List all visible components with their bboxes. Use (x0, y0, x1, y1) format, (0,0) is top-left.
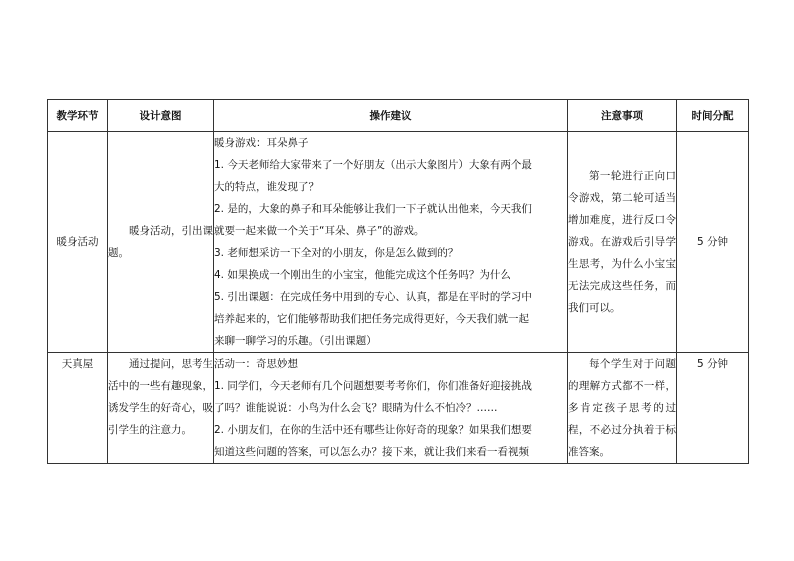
notes-cell: 每个学生对于问题的理解方式都不一样，多肯定孩子思考的过程，不必过分执着于标准答案。 (568, 353, 677, 464)
table-row (48, 132, 749, 353)
ops-line: 就要一起来做一个关于“耳朵、鼻子”的游戏。 (214, 225, 425, 237)
header-intent: 设计意图 (108, 100, 214, 132)
ops-line: 2. 是的，大象的鼻子和耳朵能够让我们一下子就认出他来，今天我们 (214, 203, 532, 215)
ops-line: 2. 小朋友们，在你的生活中还有哪些让你好奇的现象？如果我们想要 (214, 424, 532, 436)
header-stage: 教学环节 (48, 100, 108, 132)
time-cell: 5 分钟 (677, 132, 749, 353)
header-time: 时间分配 (677, 100, 749, 132)
intent-cell: 通过提问，思考生活中的一些有趣现象，诱发学生的好奇心，吸引学生的注意力。 (108, 353, 214, 464)
ops-line: 1. 同学们，今天老师有几个问题想要考考你们，你们准备好迎接挑战 (214, 380, 532, 392)
table-row (48, 353, 749, 464)
ops-line: 了吗？谁能说说：小鸟为什么会飞？眼睛为什么不怕冷？…… (214, 402, 498, 414)
notes-cell: 第一轮进行正向口令游戏，第二轮可适当增加难度，进行反口令游戏。在游戏后引导学生思考，为什么小宝宝无法完成这些任务，而我们可以。 (568, 132, 677, 353)
stage-cell: 天真屋 (48, 353, 108, 464)
ops-line: 5. 引出课题：在完成任务中用到的专心、认真，都是在平时的学习中 (214, 291, 532, 303)
ops-line: 知道这些问题的答案，可以怎么办？接下来，就让我们来看一看视频 (214, 446, 529, 458)
time-cell: 5 分钟 (677, 353, 749, 464)
lesson-plan-table (47, 99, 749, 464)
ops-line: 3. 老师想采访一下全对的小朋友，你是怎么做到的？ (214, 247, 459, 259)
ops-cell (214, 353, 568, 464)
ops-line: 活动一：奇思妙想 (214, 358, 298, 370)
header-notes: 注意事项 (568, 100, 677, 132)
ops-cell (214, 132, 568, 353)
ops-line: 培养起来的，它们能够帮助我们把任务完成得更好，今天我们就一起 (214, 313, 529, 325)
intent-cell: 暖身活动，引出课题。 (108, 132, 214, 353)
header-row (48, 100, 749, 132)
ops-line: 1. 今天老师给大家带来了一个好朋友（出示大象图片）大象有两个最 (214, 159, 532, 171)
ops-line: 4. 如果换成一个刚出生的小宝宝，他能完成这个任务吗？为什么 (214, 269, 511, 281)
header-ops: 操作建议 (214, 100, 568, 132)
ops-line: 大的特点，谁发现了？ (214, 181, 319, 193)
ops-line: 暖身游戏：耳朵鼻子 (214, 137, 309, 149)
stage-cell: 暖身活动 (48, 132, 108, 353)
ops-line: 来聊一聊学习的乐趣。（引出课题） (214, 335, 377, 347)
